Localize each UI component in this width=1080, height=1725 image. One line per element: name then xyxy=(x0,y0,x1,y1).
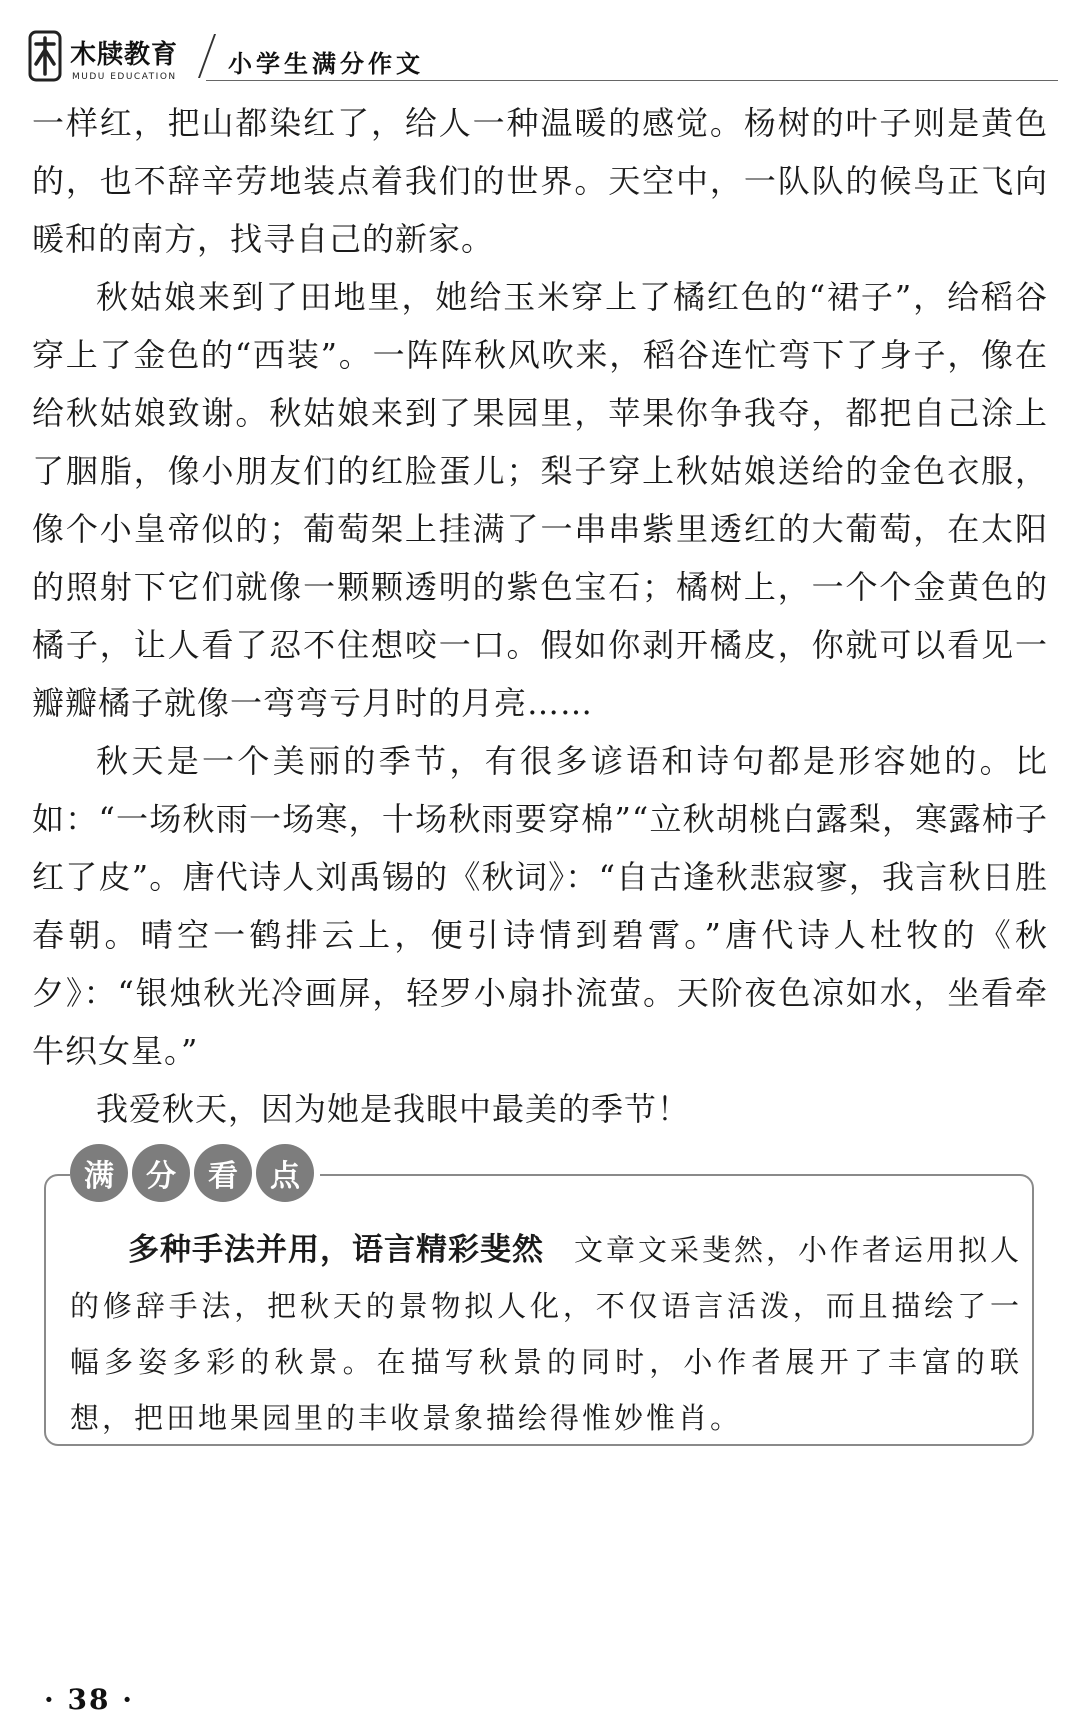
essay-paragraph: 我爱秋天，因为她是我眼中最美的季节！ xyxy=(96,1090,691,1128)
essay-body xyxy=(32,94,1048,1138)
brand-english-name: MUDU EDUCATION xyxy=(72,72,177,82)
essay-paragraph: 秋姑娘来到了田地里，她给玉米穿上了橘红色的“裙子”，给稻谷穿上了金色的“西装”。一阵阵秋风吹来，稻谷连忙弯下了身子，像在给秋姑娘致谢。秋姑娘来到了果园里，苹果你争我夺，都把自己涂上了胭脂，像小朋友们的红脸蛋儿；梨子穿上秋姑娘送给的金色衣服，像个小皇帝似的；葡萄架上挂满了一串串紫里透红的大葡萄，在太阳的照射下它们就像一颗颗透明的紫色宝石；橘树上，一个个金黄色的橘子，让人看了忍不住想咬一口。假如你剥开橘皮，你就可以看见一瓣瓣橘子就像一弯弯亏月时的月亮…… xyxy=(32,278,1048,722)
header-rule xyxy=(206,80,1058,81)
header-divider xyxy=(198,34,216,78)
page-number: · 38 · xyxy=(44,1683,134,1716)
mudu-logo-icon xyxy=(28,30,64,82)
commentary-tabs xyxy=(70,1144,320,1204)
book-title: 小学生满分作文 xyxy=(228,50,424,78)
commentary-badge: 满 xyxy=(70,1144,128,1202)
page-header xyxy=(28,30,1058,90)
essay-paragraph: 秋天是一个美丽的季节，有很多谚语和诗句都是形容她的。比如：“一场秋雨一场寒，十场秋雨要穿棉”“立秋胡桃白露梨，寒露柿子红了皮”。唐代诗人刘禹锡的《秋词》：“自古逢秋悲寂寥，我言秋日胜春朝。晴空一鹤排云上，便引诗情到碧霄。”唐代诗人杜牧的《秋夕》：“银烛秋光冷画屏，轻罗小扇扑流萤。天阶夜色凉如水，坐看牵牛织女星。” xyxy=(32,742,1048,1070)
commentary-badge: 分 xyxy=(132,1144,190,1202)
commentary-heading: 多种手法并用，语言精彩斐然 xyxy=(128,1232,544,1268)
brand-name: 木牍教育 xyxy=(70,40,179,70)
commentary-body: 文章文采斐然，小作者运用拟人的修辞手法，把秋天的景物拟人化，不仅语言活泼，而且描绘了一幅多姿多彩的秋景。在描写秋景的同时，小作者展开了丰富的联想，把田地果园里的丰收景象描绘得惟妙惟肖。 xyxy=(70,1233,1023,1435)
commentary-badge: 看 xyxy=(194,1144,252,1202)
commentary-badge: 点 xyxy=(256,1144,314,1202)
essay-paragraph: 一样红，把山都染红了，给人一种温暖的感觉。杨树的叶子则是黄色的，也不辞辛劳地装点着我们的世界。天空中，一队队的候鸟正飞向暖和的南方，找寻自己的新家。 xyxy=(32,104,1048,258)
commentary-text-block xyxy=(70,1222,1022,1446)
